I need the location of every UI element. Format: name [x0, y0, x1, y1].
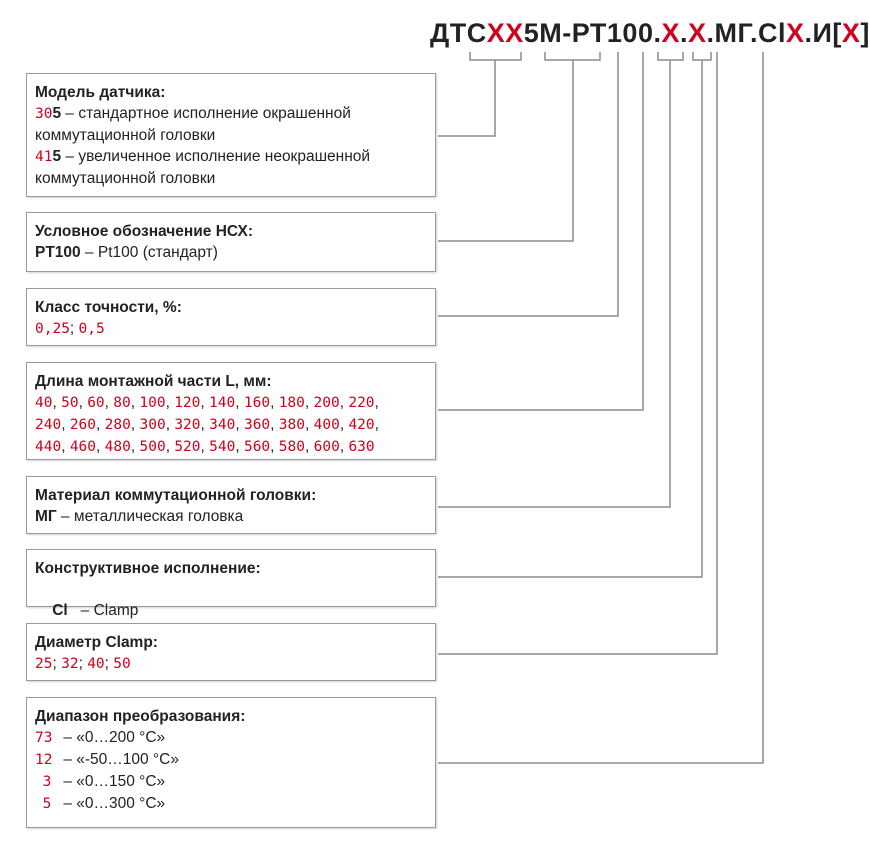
code-part: . [679, 18, 688, 48]
clamp-diameter-title: Диаметр Clamp: [35, 634, 158, 651]
model-code-red: 41 [35, 149, 53, 165]
model-desc: – стандартное исполнение окрашенной коммутационной головки [35, 105, 351, 144]
separator: , [61, 438, 70, 455]
separator: , [235, 438, 244, 455]
clamp-diameter-value: 32 [61, 656, 79, 672]
separator: , [130, 438, 140, 455]
length-value: 260 [69, 417, 97, 433]
separator: ; [52, 655, 62, 672]
range-option [35, 771, 427, 793]
length-value: 320 [174, 417, 201, 433]
connector-clamp-diameter [438, 52, 717, 654]
length-value: 360 [243, 417, 271, 433]
length-value: 500 [139, 439, 166, 455]
length-value: 630 [348, 439, 375, 455]
separator: , [130, 394, 140, 411]
separator: , [305, 416, 314, 433]
accuracy-values [35, 318, 427, 340]
connector-nsh [438, 52, 600, 241]
separator: , [270, 394, 279, 411]
code-part-clamp-placeholder: X [785, 18, 805, 48]
length-value: 460 [69, 439, 97, 455]
separator: , [270, 416, 279, 433]
code-part-accuracy-placeholder: X [661, 18, 680, 48]
range-box [26, 697, 436, 828]
clamp-diameter-value: 40 [87, 656, 105, 672]
nsh-code: PT100 [35, 244, 81, 261]
separator: , [374, 416, 379, 433]
range-code: 5 [42, 796, 52, 812]
range-desc: – «-50…100 °С» [63, 751, 179, 768]
model-code-black: 5 [52, 105, 62, 122]
length-value: 80 [113, 395, 131, 411]
length-value: 280 [104, 417, 131, 433]
length-value: 400 [313, 417, 340, 433]
connector-range [438, 52, 763, 763]
separator: , [270, 438, 279, 455]
separator: , [96, 416, 105, 433]
nsh-desc: – Pt100 (стандарт) [80, 244, 218, 261]
separator: , [339, 438, 349, 455]
length-value: 600 [313, 439, 340, 455]
connector-accuracy [438, 52, 618, 316]
length-value: 540 [209, 439, 236, 455]
nsh-option [35, 242, 427, 263]
model-code-black: 5 [52, 148, 62, 165]
range-desc: – «0…200 °С» [63, 729, 166, 746]
range-code: 3 [42, 774, 52, 790]
separator: , [104, 394, 114, 411]
length-row [35, 414, 427, 436]
separator: , [200, 394, 210, 411]
clamp-diameter-values [35, 653, 427, 675]
accuracy-box [26, 288, 436, 346]
length-box [26, 362, 436, 460]
separator: , [305, 438, 314, 455]
length-value: 480 [104, 439, 131, 455]
model-box [26, 73, 436, 197]
design-title: Конструктивное исполнение: [35, 560, 261, 577]
head-material-option [35, 506, 427, 527]
separator: , [165, 416, 175, 433]
connector-head-material [438, 52, 683, 507]
head-material-box [26, 476, 436, 534]
head-material-title: Материал коммутационной головки: [35, 487, 317, 504]
nsh-title: Условное обозначение НСХ: [35, 223, 254, 240]
model-option [35, 103, 427, 146]
length-title: Длина монтажной части L, мм: [35, 373, 272, 390]
nsh-box [26, 212, 436, 272]
length-row [35, 392, 427, 414]
separator: , [165, 394, 175, 411]
length-value: 380 [278, 417, 305, 433]
model-code-red: 30 [35, 106, 53, 122]
range-desc: – «0…150 °С» [63, 773, 166, 790]
length-value: 50 [61, 395, 79, 411]
length-value: 420 [348, 417, 375, 433]
connector-model [438, 52, 521, 136]
length-value: 200 [313, 395, 340, 411]
design-code: Cl [52, 602, 68, 619]
separator: , [200, 416, 210, 433]
clamp-diameter-value: 25 [35, 656, 53, 672]
design-box [26, 549, 436, 619]
length-value: 560 [243, 439, 271, 455]
length-value: 440 [35, 439, 62, 455]
separator: , [339, 394, 349, 411]
length-value: 40 [35, 395, 53, 411]
separator: , [339, 416, 349, 433]
length-value: 300 [139, 417, 166, 433]
model-desc: – увеличенное исполнение неокрашенной коммутационной головки [35, 148, 371, 187]
length-value: 100 [139, 395, 166, 411]
range-desc: – «0…300 °С» [63, 795, 166, 812]
code-part-range-placeholder: X [841, 18, 861, 48]
separator: , [200, 438, 210, 455]
separator: ; [78, 655, 88, 672]
separator: , [78, 394, 88, 411]
separator: ; [104, 655, 114, 672]
range-code: 73 [35, 730, 53, 746]
separator: , [304, 394, 314, 411]
code-part: .И[ [804, 18, 842, 48]
range-option [35, 727, 427, 749]
separator: , [61, 416, 70, 433]
design-desc: – Clamp [67, 602, 139, 619]
range-option [35, 749, 427, 771]
head-material-code: МГ [35, 508, 57, 525]
length-value: 180 [278, 395, 305, 411]
accuracy-title: Класс точности, %: [35, 299, 182, 316]
model-title: Модель датчика: [35, 84, 166, 101]
length-value: 140 [209, 395, 236, 411]
accuracy-value: 0,25 [35, 321, 70, 337]
separator: ; [69, 320, 79, 337]
separator: , [374, 394, 379, 411]
code-part: .МГ.Cl [706, 18, 786, 48]
code-part: 5М-РТ100. [523, 18, 662, 48]
clamp-diameter-value: 50 [113, 656, 131, 672]
length-row [35, 436, 427, 458]
separator: , [235, 394, 244, 411]
range-title: Диапазон преобразования: [35, 708, 246, 725]
model-option [35, 146, 427, 189]
length-value: 60 [87, 395, 105, 411]
code-part-model-placeholder: XX [486, 18, 524, 48]
range-code: 12 [35, 752, 53, 768]
code-part-length-placeholder: X [688, 18, 707, 48]
length-value: 580 [278, 439, 305, 455]
length-value: 340 [209, 417, 236, 433]
head-material-desc: – металлическая головка [56, 508, 244, 525]
separator: , [52, 394, 62, 411]
length-value: 240 [35, 417, 62, 433]
separator: , [130, 416, 140, 433]
separator: , [96, 438, 105, 455]
accuracy-value: 0,5 [78, 321, 105, 337]
clamp-diameter-box [26, 623, 436, 681]
length-value: 520 [174, 439, 201, 455]
range-option [35, 793, 427, 815]
length-value: 220 [348, 395, 375, 411]
length-value: 160 [243, 395, 271, 411]
separator: , [235, 416, 244, 433]
separator: , [165, 438, 175, 455]
code-part: ДТС [430, 18, 487, 48]
connector-length [438, 52, 643, 410]
code-part: ] [860, 18, 870, 48]
length-value: 120 [174, 395, 201, 411]
